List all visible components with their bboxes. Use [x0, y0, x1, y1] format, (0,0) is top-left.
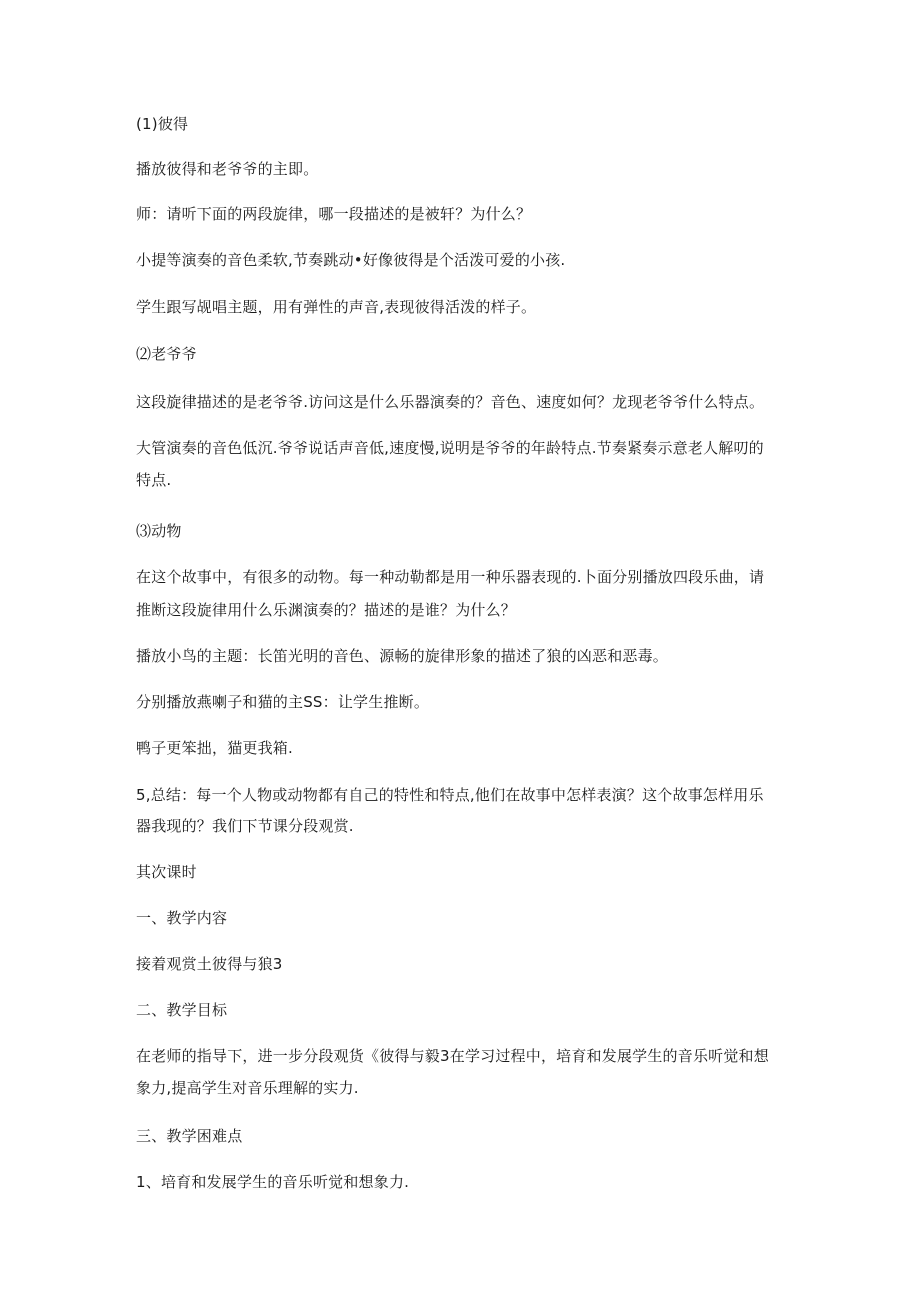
paragraph: 学生跟写觇唱主题，用有弹性的声音,表现彼得活泼的样子。 [136, 298, 537, 316]
paragraph: 1、培育和发展学生的音乐听觉和想象力. [136, 1173, 410, 1191]
paragraph: 小提等演奏的音色柔软,节奏跳动•好像彼得是个活泼可爱的小孩. [136, 251, 566, 269]
paragraph: 鸭子更笨拙，猫更我箱. [136, 739, 293, 757]
paragraph-continuation: 特点. [136, 471, 172, 489]
paragraph-continuation: 象力,提高学生对音乐理解的实力. [136, 1079, 359, 1097]
paragraph-continuation: 推断这段旋律用什么乐渊演奏的？描述的是谁？为什么？ [136, 601, 517, 619]
paragraph: 5,总结：每一个人物或动物都有自己的特性和特点,他们在故事中怎样表演？这个故事怎样用乐 [136, 786, 764, 804]
heading-peter: (1)彼得 [136, 115, 189, 133]
paragraph: 大管演奏的音色低沉.爷爷说话声音低,速度慢,说明是爷爷的年龄特点.节奏紧奏示意老人解叨的 [136, 439, 764, 457]
section-heading: 二、教学目标 [136, 1001, 228, 1019]
paragraph: 播放小鸟的主题：长笛光明的音色、源畅的旋律形象的描述了狼的凶恶和恶毒。 [136, 647, 669, 665]
section-heading: 其次课时 [136, 863, 197, 881]
paragraph: 这段旋律描述的是老爷爷.访问这是什么乐器演奏的？音色、速度如何？龙现老爷爷什么特点。 [136, 393, 765, 411]
paragraph-continuation: 器我现的？我们下节课分段观赏. [136, 817, 354, 835]
paragraph: 播放彼得和老爷爷的主即。 [136, 160, 319, 178]
section-heading: 一、教学内容 [136, 909, 228, 927]
section-heading: 三、教学困难点 [136, 1127, 243, 1145]
paragraph: 分别播放燕喇子和猫的主SS：让学生推断。 [136, 693, 430, 711]
paragraph: 在老师的指导下，进一步分段观货《彼得与毅3在学习过程中，培育和发展学生的音乐听觉和想 [136, 1047, 769, 1065]
paragraph: 接着观赏土彼得与狼3 [136, 955, 283, 973]
heading-grandpa: ⑵老爷爷 [136, 345, 197, 363]
heading-animals: ⑶动物 [136, 522, 182, 540]
paragraph: 师：请听下面的两段旋律，哪一段描述的是被轩？为什么？ [136, 205, 532, 223]
paragraph: 在这个故事中，有很多的动物。每一种动勒都是用一种乐器表现的.卜面分别播放四段乐曲，请 [136, 568, 765, 586]
